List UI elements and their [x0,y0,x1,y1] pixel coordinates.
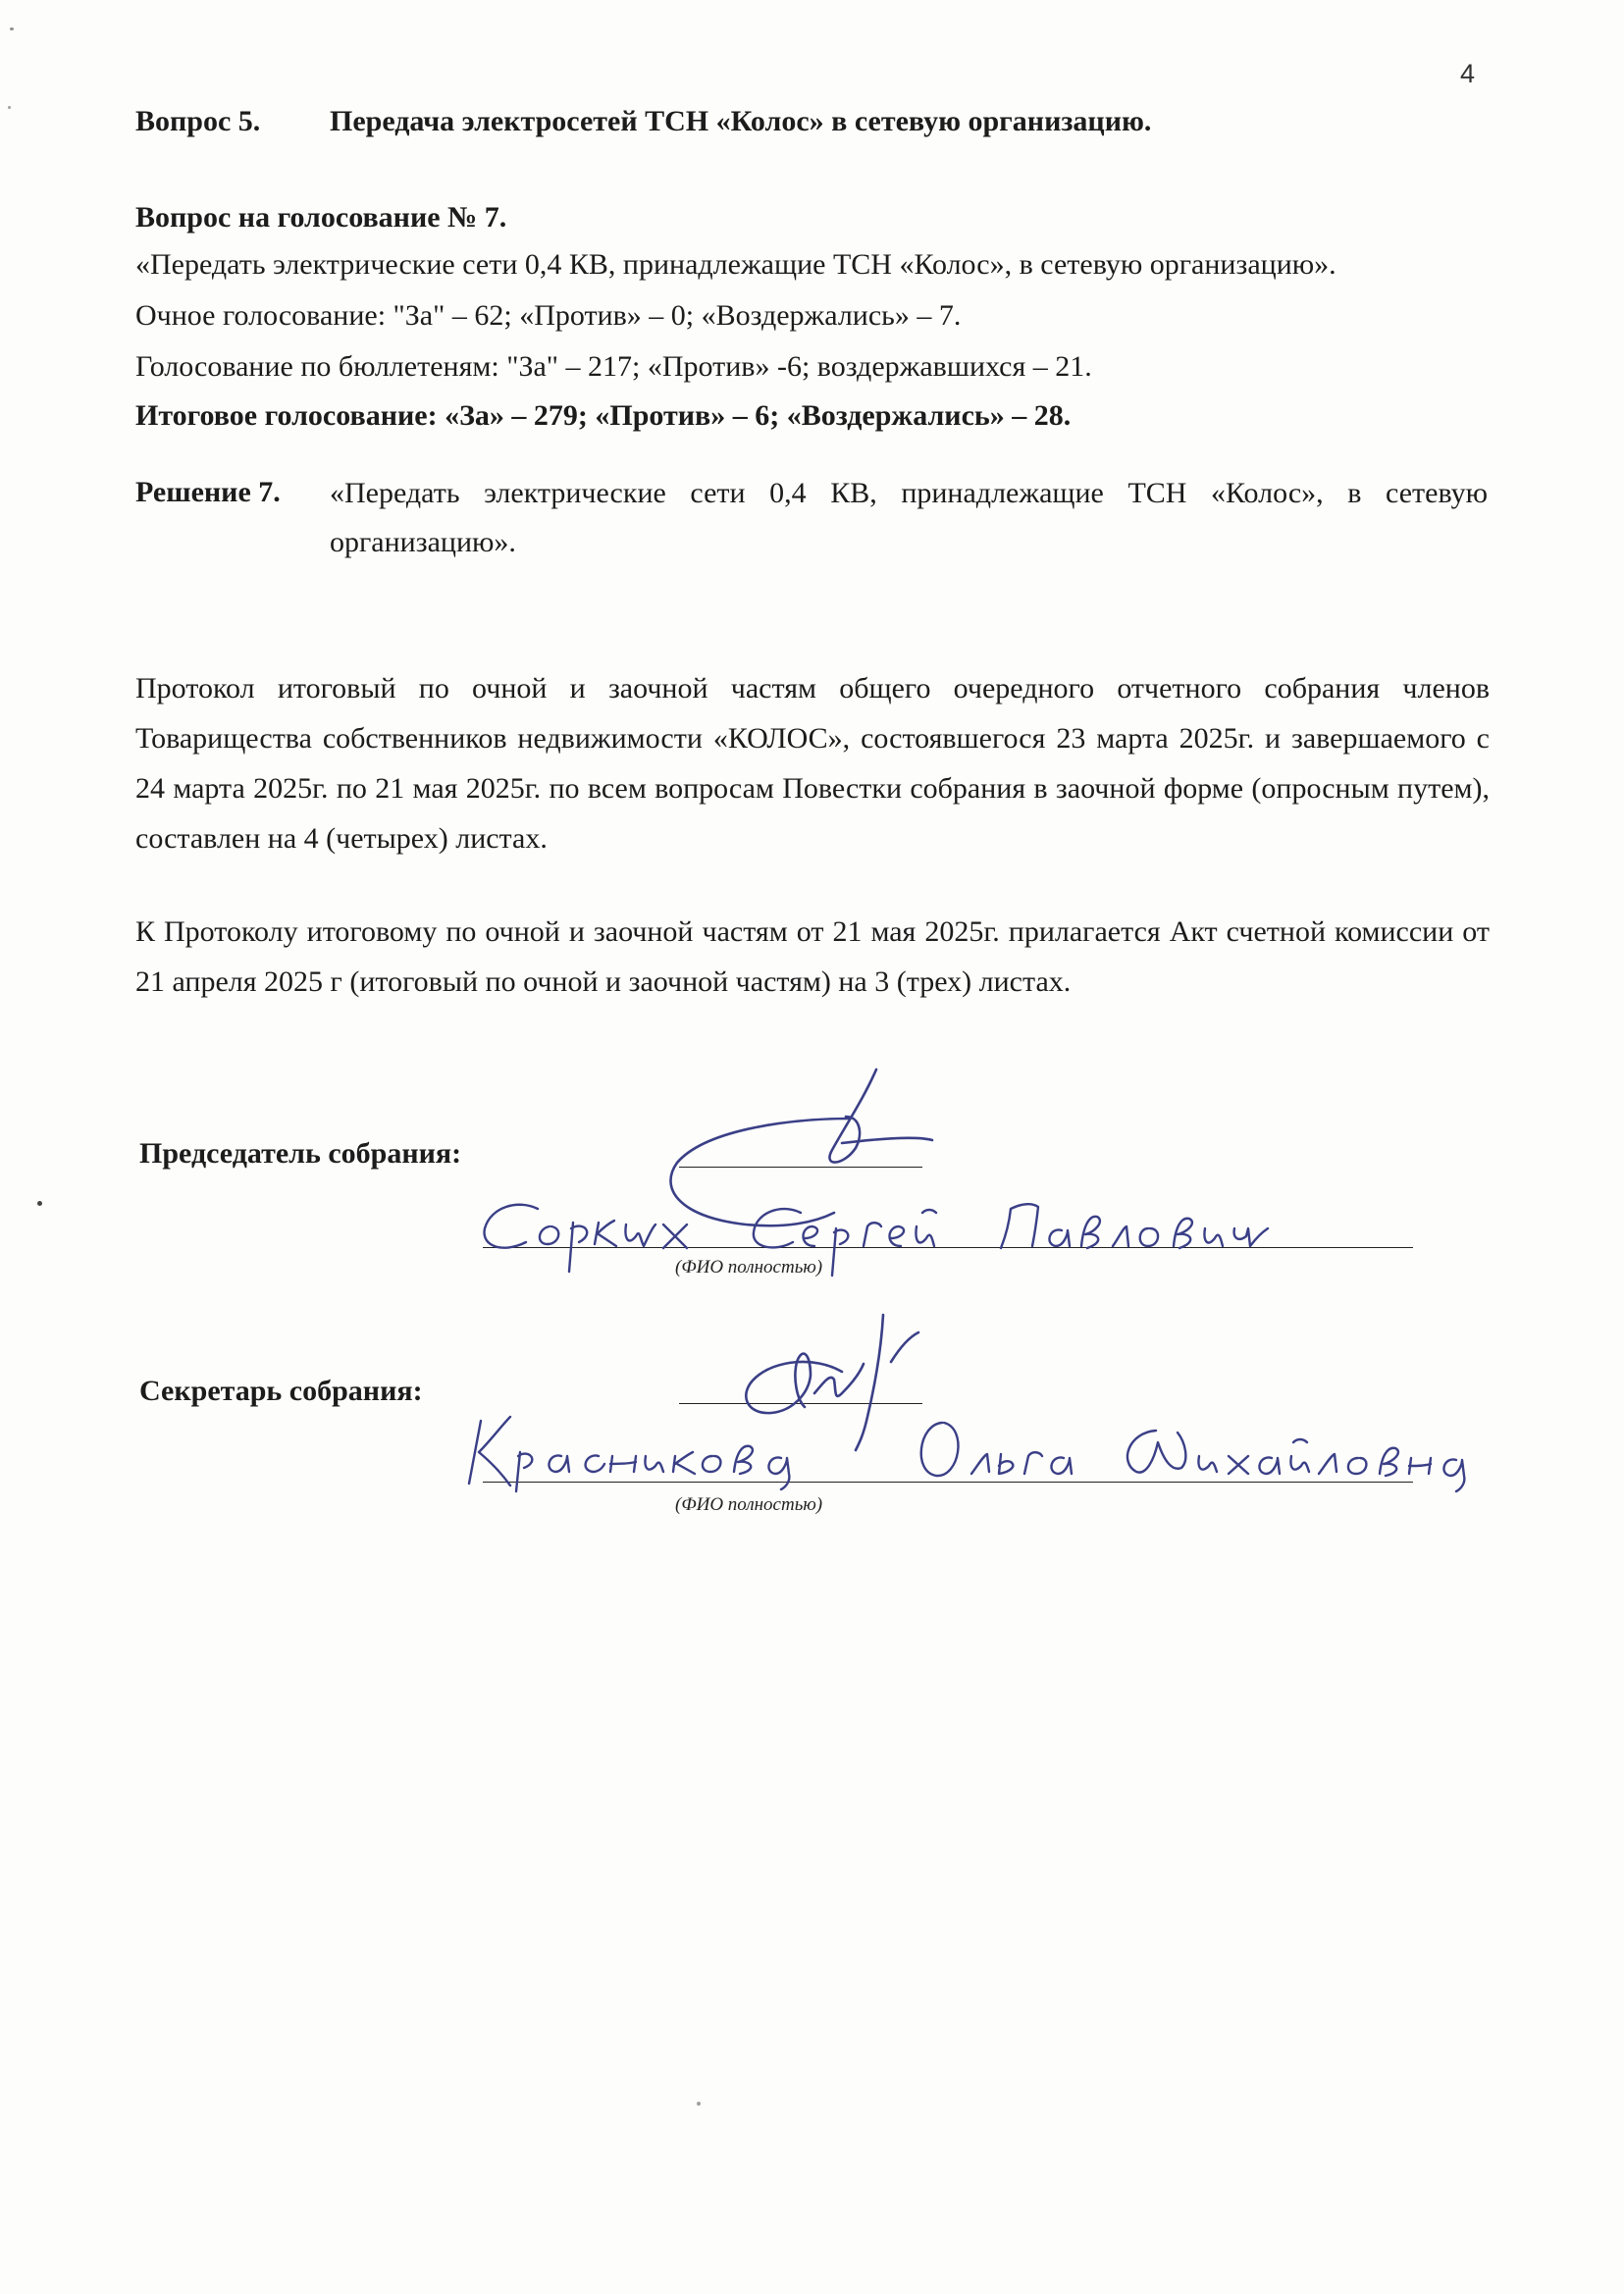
scan-speck [697,2102,701,2106]
secretary-handwritten-name [469,1417,1464,1491]
page-number: 4 [1460,59,1476,88]
secretary-signature [746,1315,918,1450]
vote-total: Итоговое голосование: «За» – 279; «Против» – 6; «Воздержались» – 28. [135,399,1072,432]
chairman-name-caption: (ФИО полностью) [675,1257,823,1277]
protocol-paragraph: Протокол итоговый по очной и заочной частям общего очередного отчетного собрания членов Товарищества собственников недвижимости «КОЛОС», состоявшегося 23 марта 2025г. и завершаемого с 24 марта 2025г. по 21 мая 2025г. по всем вопросам Повестки собрания в заочной форме (опросным путем), составлен на 4 (четырех) листах. [135,672,1490,855]
decision-label: Решение 7. [135,476,281,508]
chairman-signature [670,1069,932,1225]
chairman-label: Председатель собрания: [139,1137,462,1170]
vote-heading: Вопрос на голосование № 7. [135,201,507,234]
scan-speck [8,106,11,109]
secretary-name-caption: (ФИО полностью) [675,1494,823,1515]
attachment-paragraph: К Протоколу итоговому по очной и заочной частям от 21 мая 2025г. прилагается Акт счетной комиссии от 21 апреля 2025 г (итоговый по очной и заочной частям) на 3 (трех) листах. [135,915,1490,998]
question-label: Вопрос 5. [135,105,261,137]
secretary-label: Секретарь собрания: [139,1375,423,1407]
scan-speck [37,1201,42,1206]
vote-proposal: «Передать электрические сети 0,4 КВ, принадлежащие ТСН «Колос», в сетевую организацию». [135,248,1336,281]
vote-in-person: Очное голосование: "За" – 62; «Против» – 0; «Воздержались» – 7. [135,299,962,332]
vote-ballots: Голосование по бюллетеням: "За" – 217; «Против» -6; воздержавшихся – 21. [135,350,1092,383]
scan-speck [10,27,14,30]
chairman-handwritten-name [485,1204,1268,1276]
decision-text: «Передать электрические сети 0,4 КВ, принадлежащие ТСН «Колос», в сетевую организацию». [330,477,1488,558]
question-title: Передача электросетей ТСН «Колос» в сетевую организацию. [330,105,1152,137]
